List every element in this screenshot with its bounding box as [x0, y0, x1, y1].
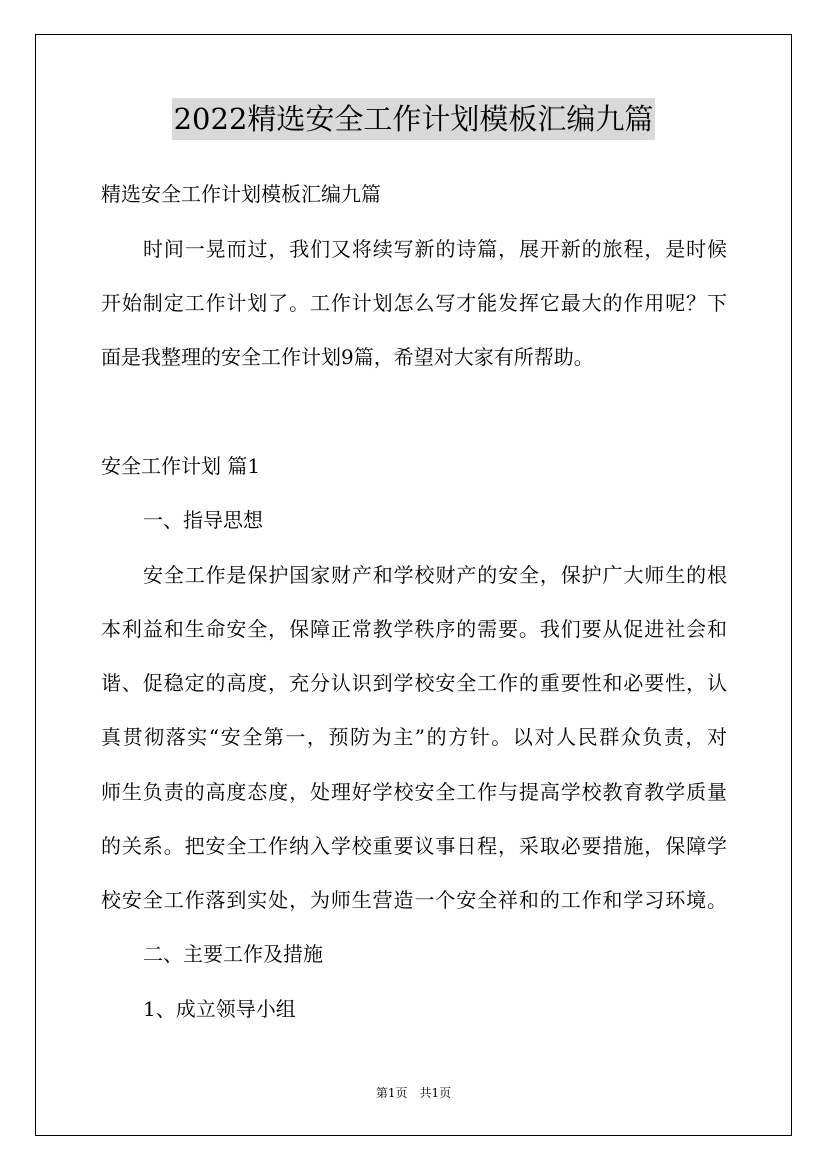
main-work-heading: 二、主要工作及措施 [143, 942, 323, 966]
guiding-line-7: 校安全工作落到实处，为师生营造一个安全祥和的工作和学习环境。 [101, 888, 727, 912]
guiding-line-6: 的关系。把安全工作纳入学校重要议事日程，采取必要措施，保障学 [101, 834, 727, 858]
guiding-line-2: 本利益和生命安全，保障正常教学秩序的需要。我们要从促进社会和 [101, 617, 727, 641]
intro-line-3: 面是我整理的安全工作计划9篇，希望对大家有所帮助。 [101, 345, 594, 369]
item-1-heading: 1、成立领导小组 [143, 997, 296, 1021]
document-subtitle: 精选安全工作计划模板汇编九篇 [101, 182, 381, 206]
guiding-heading: 一、指导思想 [143, 508, 263, 532]
guiding-line-3: 谐、促稳定的高度，充分认识到学校安全工作的重要性和必要性，认 [101, 671, 727, 695]
document-title: 2022精选安全工作计划模板汇编九篇 [172, 98, 656, 140]
section1-heading: 安全工作计划 篇1 [101, 454, 261, 478]
guiding-line-5: 师生负责的高度态度，处理好学校安全工作与提高学校教育教学质量 [101, 780, 727, 804]
guiding-line-4: 真贯彻落实“安全第一，预防为主”的方针。以对人民群众负责，对 [101, 725, 727, 749]
page-footer: 第1页 共1页 [375, 1086, 452, 1100]
guiding-line-1: 安全工作是保护国家财产和学校财产的安全，保护广大师生的根 [143, 563, 727, 587]
title-container [0, 98, 827, 140]
intro-line-2: 开始制定工作计划了。工作计划怎么写才能发挥它最大的作用呢？下 [101, 291, 727, 315]
intro-line-1: 时间一晃而过，我们又将续写新的诗篇，展开新的旅程，是时候 [143, 237, 727, 261]
